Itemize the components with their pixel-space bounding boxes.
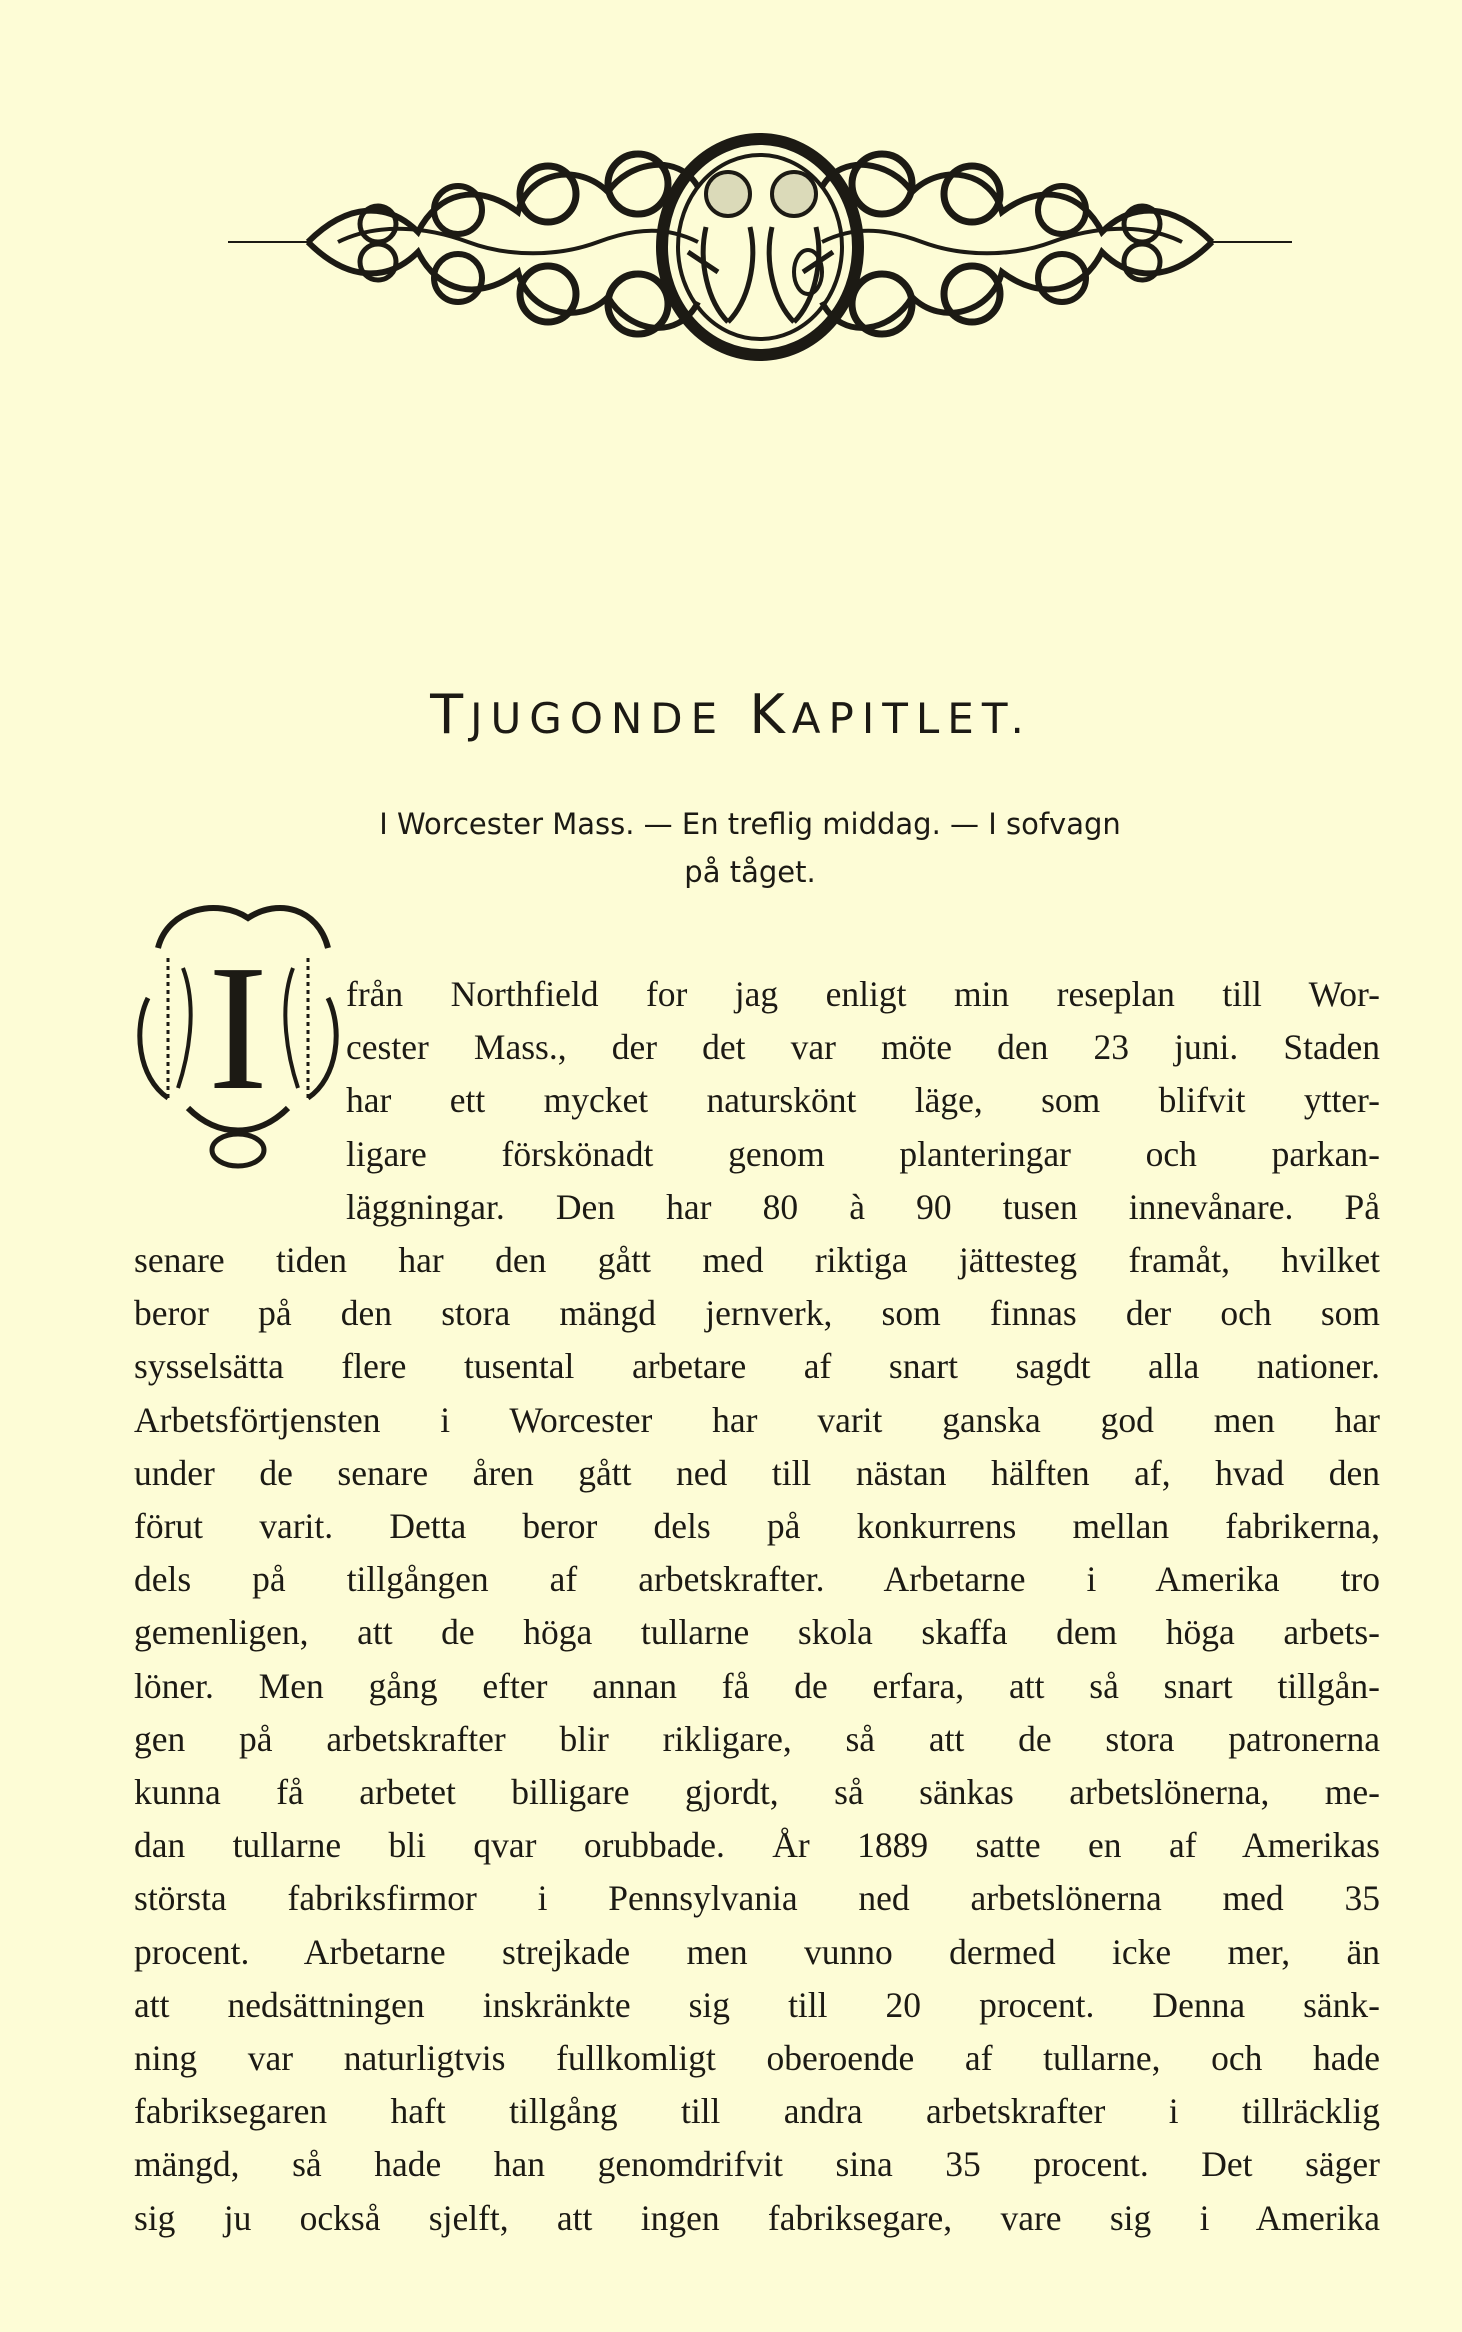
chapter-summary	[270, 800, 1230, 896]
body-line: dels på tillgången af arbetskrafter. Arbetarne i Amerika tro	[134, 1559, 1380, 1600]
body-line: sysselsätta flere tusental arbetare af snart sagdt alla nationer.	[134, 1346, 1380, 1387]
body-text	[134, 968, 1380, 2245]
headpiece-ornament	[228, 132, 1292, 362]
chapter-title-rest-2: APITLET.	[791, 694, 1032, 743]
body-line: från Northfield for jag enligt min reseplan till Wor-	[346, 974, 1380, 1014]
body-line: ning var naturligtvis fullkomligt oberoende af tullarne, och hade	[134, 2038, 1380, 2079]
chapter-title-initial-2: K	[749, 683, 792, 746]
body-line: förut varit. Detta beror dels på konkurrens mellan fabrikerna,	[134, 1506, 1380, 1547]
chapter-summary-line-1: I Worcester Mass. — En treflig middag. — I sofvagn	[379, 807, 1121, 841]
body-line: fabriksegaren haft tillgång till andra arbetskrafter i tillräcklig	[134, 2091, 1380, 2132]
body-line: gemenligen, att de höga tullarne skola skaffa dem höga arbets-	[134, 1612, 1380, 1653]
body-line: kunna få arbetet billigare gjordt, så sänkas arbetslönerna, me-	[134, 1772, 1380, 1813]
body-line: har ett mycket naturskönt läge, som blifvit ytter-	[346, 1080, 1380, 1121]
drop-capital-letter: I	[208, 928, 268, 1127]
body-line: ligare förskönadt genom planteringar och parkan-	[346, 1133, 1380, 1174]
body-line: dan tullarne bli qvar orubbade. År 1889 satte en af Amerikas	[134, 1825, 1380, 1866]
body-line: under de senare åren gått ned till nästan hälften af, hvad den	[134, 1452, 1380, 1493]
body-line: senare tiden har den gått med riktiga jättesteg framåt, hvilket	[134, 1240, 1380, 1281]
body-line: cester Mass., der det var möte den 23 juni. Staden	[346, 1027, 1380, 1068]
body-line: mängd, så hade han genomdrifvit sina 35 procent. Det säger	[134, 2144, 1380, 2185]
body-line: beror på den stora mängd jernverk, som finnas der och som	[134, 1293, 1380, 1334]
chapter-summary-line-2: på tåget.	[684, 855, 816, 889]
body-line: läggningar. Den har 80 à 90 tusen innevånare. På	[346, 1186, 1380, 1227]
body-line: sig ju också sjelft, att ingen fabriksegare, vare sig i Amerika	[134, 2197, 1380, 2238]
body-line: gen på arbetskrafter blir rikligare, så att de stora patronerna	[134, 1718, 1380, 1759]
body-line: Arbetsförtjensten i Worcester har varit ganska god men har	[134, 1399, 1380, 1440]
body-line: procent. Arbetarne strejkade men vunno dermed icke mer, än	[134, 1931, 1380, 1972]
chapter-title-rest-1: JUGONDE	[470, 694, 726, 743]
chapter-title-initial-1: T	[430, 683, 471, 746]
body-line: att nedsättningen inskränkte sig till 20 procent. Denna sänk-	[134, 1984, 1380, 2025]
chapter-title	[0, 683, 1462, 746]
body-line: största fabriksfirmor i Pennsylvania ned arbetslönerna med 35	[134, 1878, 1380, 1919]
body-line: löner. Men gång efter annan få de erfara, att så snart tillgån-	[134, 1665, 1380, 1706]
